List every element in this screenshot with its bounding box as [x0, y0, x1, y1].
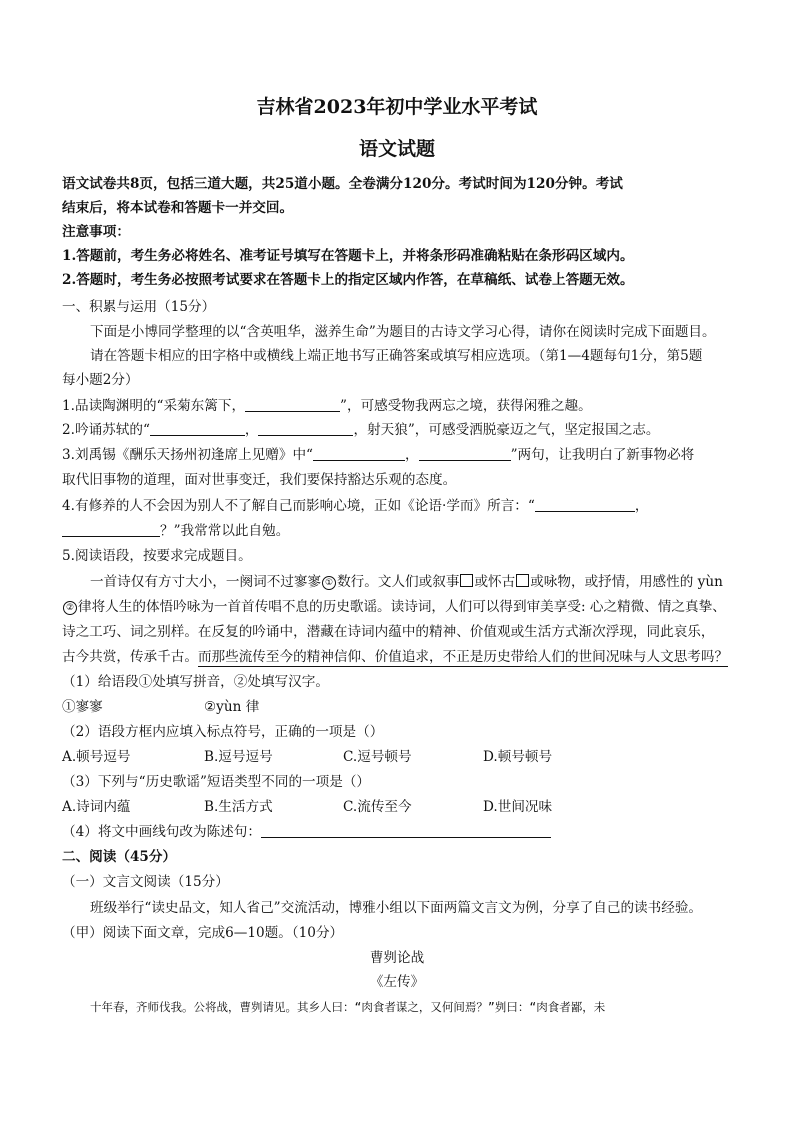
passage-text: 一首诗仅有方寸大小，一阕词不过寥寥 — [90, 574, 322, 590]
q3-blank-2[interactable] — [419, 446, 511, 461]
passage-line-1 — [90, 572, 723, 592]
q4-prefix: 4.有修养的人不会因为别人不了解自己而影响心境，正如《论语·学而》所言：“ — [62, 498, 535, 514]
sub2-option-b[interactable]: B.逗号逗号 — [204, 749, 273, 765]
sub-question-3: （3）下列与“历史歌谣”短语类型不同的一项是（） — [62, 774, 371, 790]
sub3-option-a[interactable]: A.诗词内蕴 — [62, 799, 131, 815]
intro-line-2: 结束后，将本试卷和答题卡一并交回。 — [62, 200, 294, 216]
sub-question-4 — [62, 822, 551, 842]
q1-blank[interactable] — [245, 397, 340, 412]
sub1-item-b: ②yùn 律 — [204, 699, 260, 715]
sub1-item-a: ①寥寥 — [62, 699, 103, 715]
question-3-line-2: 取代旧事物的道理，面对世事变迁，我们要保持豁达乐观的态度。 — [62, 472, 457, 488]
essay-line-1: 十年春，齐师伐我。公将战，曹刿请见。其乡人曰：“肉食者谋之，又何间焉？”刿曰：“肉食者鄙，未 — [90, 1000, 606, 1014]
passage-text: 律将人生的体悟吟咏为一首首传唱不息的历史歌谣。读诗词，人们可以得到审美享受: 心之精微、情之真挚、 — [78, 599, 726, 615]
q4-suffix: ？”我常常以此自勉。 — [160, 523, 290, 539]
passage-line-3: 诗之工巧、词之别样。在反复的吟诵中，潜藏在诗词内蕴中的精神、价值观或生活方式渐次浮现，同此哀乐， — [62, 624, 715, 640]
intro-line-1: 语文试卷共8页，包括三道大题，共25道小题。全卷满分120分。考试时间为120分钟。考试 — [62, 176, 623, 192]
question-1 — [62, 396, 592, 416]
q3-comma: ， — [405, 447, 419, 463]
passage-text: 或怀古 — [474, 574, 516, 590]
part2-jia-instructions: （甲）阅读下面文章，完成6—10题。（10分） — [62, 925, 344, 941]
part1-intro-1: 下面是小博同学整理的以“含英咀华，滋养生命”为题目的古诗文学习心得，请你在阅读时完成下面题目。 — [90, 324, 716, 340]
q1-prefix: 1.品读陶渊明的“采菊东篱下， — [62, 398, 246, 414]
exam-subtitle: 语文试题 — [358, 138, 435, 160]
q1-suffix: ”，可感受物我两忘之境，获得闲雅之趣。 — [340, 398, 592, 414]
q2-blank-1[interactable] — [150, 421, 245, 436]
passage-text: 古今共赏，传承千古。 — [62, 649, 198, 665]
q3-blank-1[interactable] — [313, 446, 405, 461]
q2-suffix: ，射天狼”，可感受洒脱豪迈之气，坚定报国之志。 — [353, 422, 660, 438]
exam-title: 吉林省2023年初中学业水平考试 — [256, 96, 538, 118]
q3-prefix: 3.刘禹锡《酬乐天扬州初逢席上见赠》中“ — [62, 447, 314, 463]
passage-line-2 — [62, 597, 726, 617]
sub2-option-c[interactable]: C.逗号顿号 — [343, 749, 412, 765]
question-5: 5.阅读语段，按要求完成题目。 — [62, 548, 252, 564]
question-4 — [62, 496, 648, 516]
q4-blank-2[interactable] — [62, 522, 160, 537]
part2-heading: 二、阅读（45分） — [62, 849, 177, 865]
part1-intro-2a: 请在答题卡相应的田字格中或横线上端正地书写正确答案或填写相应选项。（第1—4题每句1分，第5题 — [90, 348, 703, 364]
part1-intro-2b: 每小题2分） — [62, 372, 139, 388]
punct-box-2 — [516, 574, 529, 587]
q2-prefix: 2.吟诵苏轼的“ — [62, 422, 150, 438]
passage-text: 数行。文人们或叙事 — [337, 574, 460, 590]
sub-question-2: （2）语段方框内应填入标点符号，正确的一项是（） — [62, 724, 384, 740]
sub-question-1: （1）给语段①处填写拼音，②处填写汉字。 — [62, 674, 329, 690]
essay-title: 曹刿论战 — [369, 950, 425, 966]
q2-comma: ， — [244, 422, 259, 438]
q4-comma: ， — [634, 498, 649, 514]
question-4-line-2 — [62, 521, 289, 541]
sub3-option-b[interactable]: B.生活方式 — [204, 799, 273, 815]
passage-line-4 — [62, 647, 728, 667]
part1-heading: 一、积累与运用（15分） — [62, 299, 216, 315]
underlined-sentence: 而那些流传至今的精神信仰、价值追求，不正是历史带给人们的世间况味与人文思考吗？ — [197, 649, 729, 665]
sub2-option-a[interactable]: A.顿号逗号 — [62, 749, 131, 765]
q4-blank-1[interactable] — [535, 497, 635, 512]
sub-question-1-items — [62, 697, 103, 717]
q2-blank-2[interactable] — [258, 421, 353, 436]
sub3-option-c[interactable]: C.流传至今 — [343, 799, 412, 815]
passage-text: 或咏物，或抒情，用感性的 yùn — [530, 574, 723, 590]
question-3 — [62, 445, 694, 465]
essay-source: 《左传》 — [369, 974, 425, 990]
notice-heading: 注意事项： — [62, 224, 130, 240]
question-2 — [62, 420, 660, 440]
notice-item-1: 1.答题前，考生务必将姓名、准考证号填写在答题卡上，并将条形码准确粘贴在条形码区域内。 — [62, 248, 634, 264]
sub4-answer-line[interactable] — [261, 823, 551, 838]
sub2-option-d[interactable]: D.顿号顿号 — [483, 749, 553, 765]
mark-2: ② — [63, 601, 77, 615]
punct-box-1 — [460, 574, 473, 587]
mark-1: ① — [322, 576, 336, 590]
sub4-label: （4）将文中画线句改为陈述句： — [62, 824, 261, 840]
notice-item-2: 2.答题时，考生务必按照考试要求在答题卡上的指定区域内作答，在草稿纸、试卷上答题无效。 — [62, 272, 634, 288]
part2-intro: 班级举行“读史品文，知人省己”交流活动，博雅小组以下面两篇文言文为例，分享了自己的读书经验。 — [90, 900, 703, 916]
part2-section-1: （一）文言文阅读（15分） — [62, 874, 229, 890]
sub3-option-d[interactable]: D.世间况味 — [483, 799, 553, 815]
q3-suffix: ”两句，让我明白了新事物必将 — [510, 447, 695, 463]
